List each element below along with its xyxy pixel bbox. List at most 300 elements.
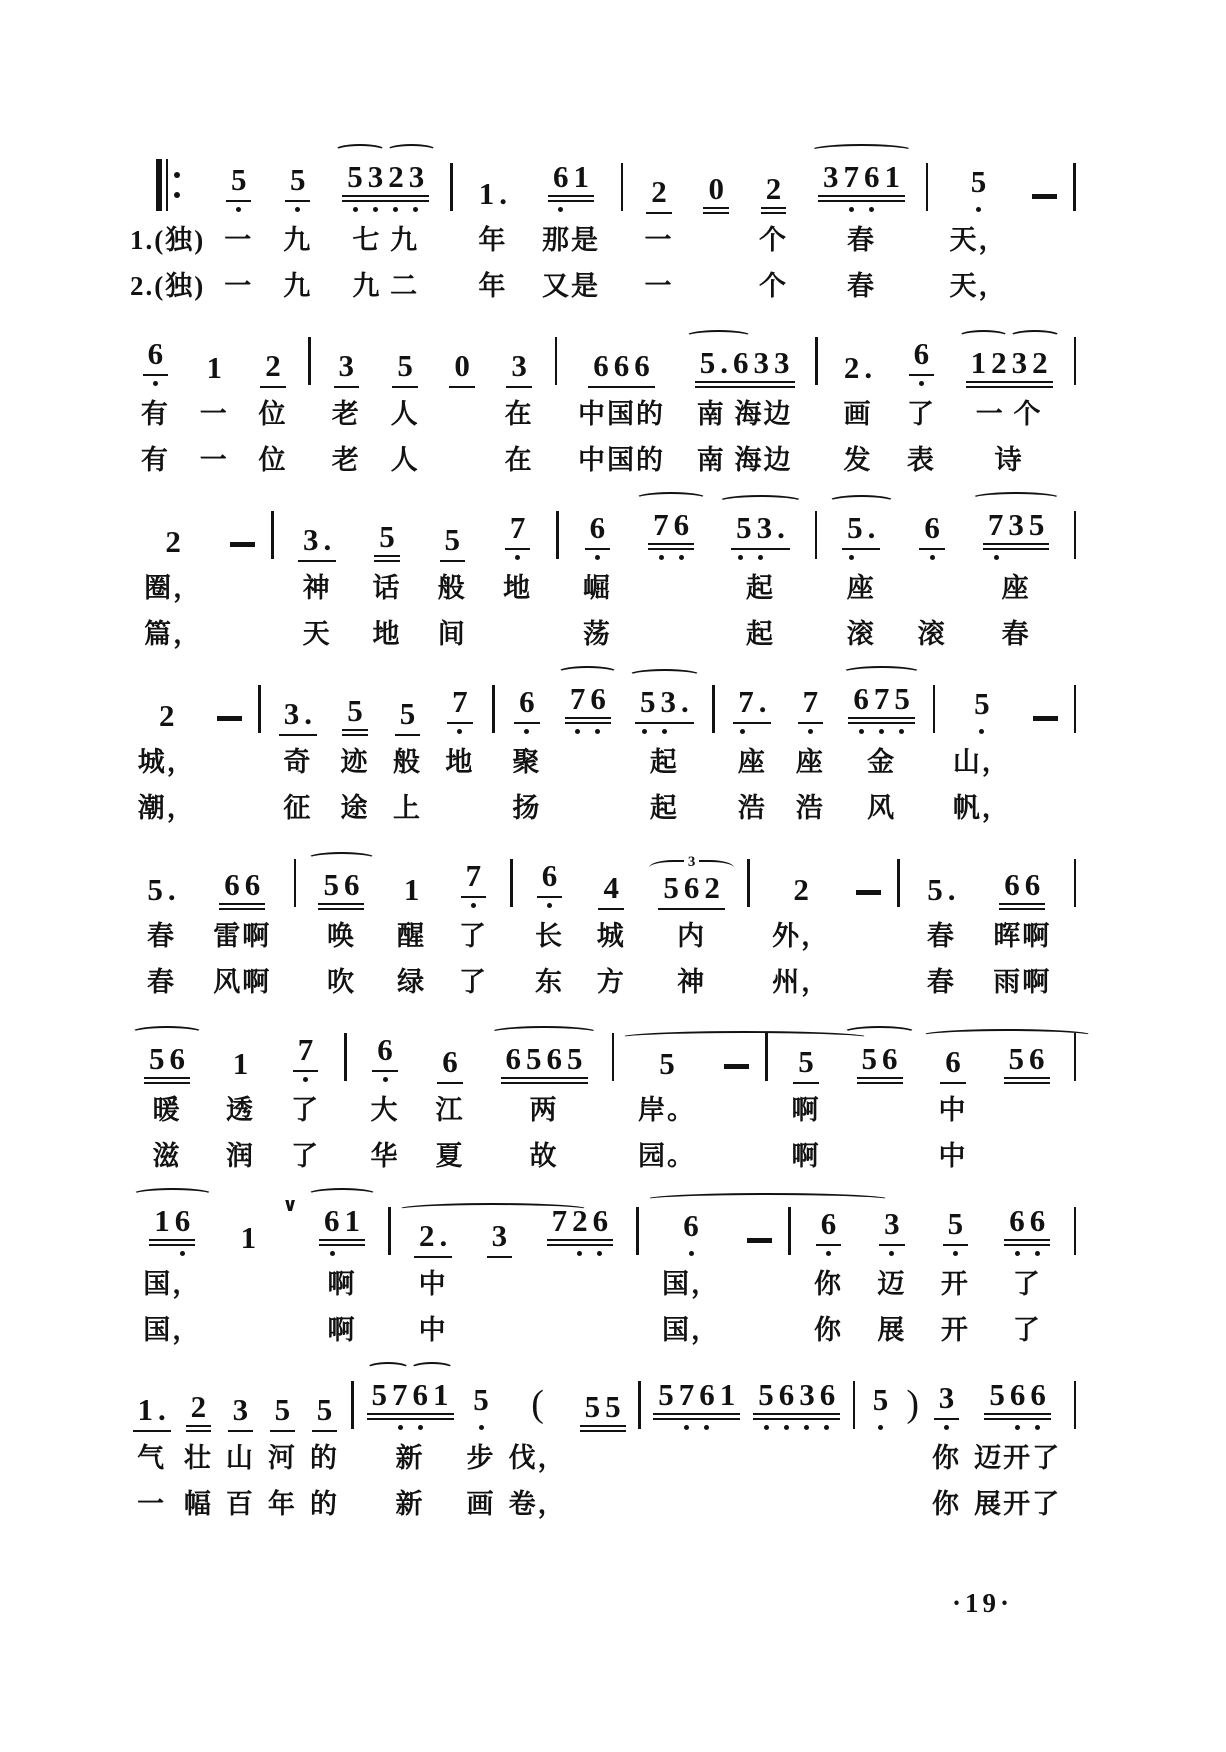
score-column (244, 310, 303, 480)
lyric-syllable: 扬 (512, 792, 542, 823)
note: 735 (983, 509, 1050, 550)
score-column (927, 658, 942, 828)
lyric-syllable: 聚 (512, 746, 542, 777)
duration-dash (217, 716, 242, 721)
note-cell (718, 1006, 755, 1084)
lyric-syllable: 风 (867, 792, 897, 823)
note-cell (1072, 832, 1079, 910)
note: 3 (487, 1220, 513, 1258)
note-cell (434, 310, 489, 388)
slur-arc (810, 144, 913, 157)
lyric-syllable: 岸。 (638, 1094, 696, 1125)
lyric-syllable: 国， (662, 1268, 721, 1299)
note: 3 (228, 1394, 254, 1432)
lyric-syllable: 了 (458, 966, 488, 997)
note: 56 (1004, 1043, 1050, 1084)
note-cell (485, 484, 550, 562)
score-column (892, 310, 951, 480)
note-cell (553, 310, 560, 388)
score-column (1068, 832, 1083, 1002)
note-cell (443, 832, 505, 910)
barline (636, 1207, 639, 1255)
slur-arc (334, 144, 385, 157)
lyric-syllable: 春 (926, 966, 956, 997)
score-column (303, 1354, 345, 1524)
note: 6565 (501, 1043, 588, 1084)
note-cell (459, 136, 527, 214)
lyric-syllable: 地 (372, 618, 402, 649)
slur-row (803, 144, 920, 159)
slur-arc (386, 144, 437, 157)
score-column (744, 136, 803, 306)
lyric-syllable: 有 (140, 398, 170, 429)
lyric-syllable: 风啊 (213, 966, 272, 997)
score-column (968, 1354, 1068, 1524)
barline (492, 685, 495, 733)
note-cell (1072, 1354, 1079, 1432)
lyric-syllable: 一 (199, 398, 229, 429)
slur-arc (645, 1193, 890, 1206)
slur-arc (971, 492, 1061, 505)
note: 2 (158, 698, 180, 734)
score-column (565, 484, 630, 654)
music-system (126, 1006, 1082, 1176)
lyric-syllable: 在 (504, 444, 534, 475)
lyric-syllable: 地 (503, 572, 533, 603)
note: 675 (848, 683, 915, 724)
lyric-syllable: 浩 (795, 792, 825, 823)
note-cell (710, 658, 717, 736)
note: 0 (703, 173, 729, 214)
score-column (839, 1006, 921, 1176)
note: 726 (547, 1205, 614, 1246)
note: 5 (473, 1382, 494, 1418)
music-system (126, 484, 1082, 654)
lyric-syllable: 九 (283, 270, 313, 301)
lyric-syllable: 一 个 (975, 398, 1043, 429)
score-column (381, 658, 433, 828)
lyric-syllable: 人 (390, 398, 420, 429)
low-octave-dots (375, 1075, 395, 1084)
lyric-syllable: 华 (370, 1140, 400, 1171)
note-cell (900, 1354, 926, 1432)
score-column (906, 832, 977, 1002)
score-column (338, 1006, 353, 1176)
note: 6 (143, 338, 169, 376)
lyric-syllable: 开 (940, 1314, 970, 1345)
lyric-syllable: 唤 (326, 920, 356, 951)
slur-row (837, 666, 927, 681)
duration-dash (1033, 716, 1058, 721)
note-cell (906, 832, 977, 910)
lyric-syllable: 内 (677, 920, 707, 951)
note-cell (851, 1354, 858, 1432)
note: 55 (580, 1391, 626, 1432)
score-column (1022, 136, 1067, 306)
note: 5 (270, 1394, 296, 1432)
note-cell (824, 310, 892, 388)
score-column (327, 136, 444, 306)
lyric-syllable: 江 (435, 1094, 465, 1125)
music-system (126, 1180, 1082, 1350)
note: 2 (793, 872, 814, 908)
note-cell (349, 1354, 356, 1432)
lyric-syllable: 中 (418, 1268, 448, 1299)
low-octave-dots (517, 727, 537, 736)
note: 5 (395, 698, 421, 736)
low-octave-dots (972, 727, 992, 736)
note: 5. (927, 872, 961, 908)
note-cell (469, 1180, 529, 1258)
score-column (460, 1354, 502, 1524)
score-column (397, 1180, 470, 1350)
note-cell (126, 310, 185, 388)
note: 2. (843, 350, 878, 386)
lyric-syllable: 暖 (152, 1094, 182, 1125)
lyric-syllable: 一 (644, 224, 674, 255)
score-column (353, 1006, 418, 1176)
note: 76 (648, 509, 694, 550)
score-column (921, 1006, 986, 1176)
low-octave-dots (732, 727, 772, 736)
lyric-syllable: 年 (267, 1488, 297, 1519)
note: 2. (414, 1220, 452, 1258)
note-cell (688, 136, 744, 214)
low-octave-dots (322, 1249, 362, 1258)
score-column (418, 1006, 483, 1176)
barline (815, 337, 818, 385)
lyric-syllable: 座 (737, 746, 767, 777)
slur-row (965, 492, 1068, 507)
slur-row (397, 1203, 470, 1218)
duration-dash (856, 890, 881, 895)
lyric-syllable: 座 (846, 572, 876, 603)
score-column (443, 832, 505, 1002)
note: 5 (659, 1046, 680, 1082)
score-column (502, 1354, 573, 1524)
note: 3 (879, 1208, 905, 1246)
score-column (265, 484, 280, 654)
note: 3761 (818, 161, 905, 202)
note-cell (784, 658, 836, 736)
score-column (861, 1354, 900, 1524)
score-column (741, 832, 756, 1002)
note-cell (126, 484, 220, 562)
note: 2 (761, 173, 787, 214)
low-octave-dots (968, 205, 988, 214)
slur-row (553, 666, 622, 681)
barline (1073, 163, 1076, 211)
note: 5636 (753, 1379, 840, 1420)
note: 5 (974, 686, 995, 722)
note-cell (244, 310, 303, 388)
lyric-syllable: 了 (291, 1140, 320, 1171)
score-column (553, 658, 622, 828)
lyric-syllable: 气 (137, 1442, 167, 1473)
score-column (483, 1006, 606, 1176)
note: 16 (149, 1205, 195, 1246)
note-cell (306, 310, 313, 388)
score-column (302, 310, 317, 480)
note-cell (619, 136, 626, 214)
slur-row (327, 144, 444, 159)
lyric-syllable: 征 (283, 792, 313, 823)
note-cell (360, 1354, 460, 1432)
score-column (126, 1180, 218, 1350)
note: 3 (334, 350, 360, 388)
note: 53. (635, 686, 694, 724)
note-cell (177, 1354, 219, 1432)
score-column (1068, 1354, 1083, 1524)
note: 2 (186, 1391, 212, 1432)
score-column (218, 1180, 278, 1350)
slur-row (302, 852, 381, 867)
note-cell (342, 1006, 349, 1084)
lyric-syllable: 诗 (994, 444, 1024, 475)
note-cell (926, 1354, 968, 1432)
note: 1 (240, 1220, 262, 1256)
score-column (837, 658, 927, 828)
lyric-syllable: 幅 (183, 1488, 213, 1519)
lyric-syllable: 了 (291, 1094, 320, 1125)
lyric-syllable: 九 二 (352, 270, 420, 301)
note: 61 (548, 161, 594, 202)
note-cell (273, 1006, 338, 1084)
note-cell (1072, 484, 1079, 562)
low-octave-dots (821, 205, 901, 214)
score-column (823, 484, 899, 654)
score-column (891, 832, 906, 1002)
note-cell (219, 1354, 261, 1432)
score-column (987, 1180, 1067, 1350)
score-column (920, 136, 935, 306)
note-cell (803, 136, 920, 214)
lyric-syllable: 中 (938, 1094, 968, 1125)
slur-row (483, 1026, 606, 1041)
score-column (688, 136, 744, 306)
note-cell (130, 136, 205, 214)
score-column (261, 1354, 303, 1524)
lyric-syllable: 在 (504, 398, 534, 429)
note-cell (483, 1006, 606, 1084)
low-octave-dots (296, 1075, 316, 1084)
slur-arc (628, 669, 701, 682)
note-cell (302, 1180, 382, 1258)
note: 5761 (653, 1379, 740, 1420)
note: 1 (206, 350, 227, 386)
score-column (278, 1180, 301, 1350)
lyric-syllable: 途 (340, 792, 370, 823)
note-cell (197, 832, 288, 910)
note: 66 (219, 869, 265, 910)
note-cell (924, 1180, 987, 1258)
lyric-syllable: 老 (331, 444, 361, 475)
note-cell (951, 310, 1068, 388)
note-cell (126, 1180, 218, 1258)
score-column (573, 1354, 632, 1524)
note-cell (629, 136, 688, 214)
score-column (900, 1354, 926, 1524)
lyric-syllable: 人 (390, 444, 420, 475)
score-column (632, 1354, 647, 1524)
score-column (280, 484, 355, 654)
slur-row (620, 1031, 714, 1046)
note-cell (329, 658, 381, 736)
slur-row (712, 495, 808, 510)
score-column (712, 484, 808, 654)
note-cell (892, 310, 951, 388)
note-cell (126, 832, 197, 910)
note-cell (965, 484, 1068, 562)
lyric-syllable: 话 (372, 572, 402, 603)
score-column (126, 1354, 177, 1524)
note-cell (282, 1180, 297, 1258)
barline (926, 163, 929, 211)
score-column (847, 1354, 862, 1524)
score-column (434, 658, 486, 828)
note-cell (126, 1006, 208, 1084)
slur-row (126, 1188, 218, 1203)
lyric-syllable: 般 (437, 572, 467, 603)
note-cell (837, 658, 927, 736)
score-column (501, 658, 553, 828)
lyric-syllable: 迈开了 (974, 1442, 1062, 1473)
note-cell (634, 1180, 641, 1258)
lyric-syllable: 春 (1001, 618, 1031, 649)
lyric-syllable: 篇， (144, 618, 203, 649)
score-column (846, 832, 891, 1002)
lyric-syllable: 了 (1012, 1268, 1042, 1299)
slur-row (360, 1362, 460, 1377)
low-octave-dots (551, 205, 591, 214)
note: 7 (293, 1034, 319, 1072)
lyric-syllable: 伐， (508, 1442, 567, 1473)
score-column (126, 310, 185, 480)
lyric-syllable: 中 (418, 1314, 448, 1345)
note: 3 (934, 1382, 960, 1420)
note: 56 (144, 1043, 190, 1084)
low-octave-dots (463, 901, 483, 910)
note: 5323 (342, 161, 429, 202)
note: 76 (565, 683, 611, 724)
low-octave-dots (508, 553, 528, 562)
note: 1232 (966, 347, 1053, 388)
note: 5 (312, 1394, 338, 1432)
note: 7. (733, 686, 771, 724)
score-column (317, 310, 376, 480)
score-column (941, 658, 1022, 828)
lyric-syllable: 故 (529, 1140, 559, 1171)
low-octave-dots (370, 1423, 450, 1432)
low-octave-dots (587, 553, 607, 562)
note: 6 (919, 512, 945, 550)
note-cell (553, 658, 622, 736)
note-cell (386, 1180, 393, 1258)
note-cell (376, 310, 435, 388)
lyric-syllable: 年 (478, 224, 508, 255)
note: 56 (857, 1043, 903, 1084)
score-column (220, 484, 265, 654)
note: 5 (342, 695, 368, 736)
note: 6 (537, 860, 563, 898)
note-cell (501, 658, 553, 736)
note-cell (747, 1354, 847, 1432)
note: 5 (285, 164, 311, 202)
score-column (360, 1354, 460, 1524)
lyric-syllable: 滚 (846, 618, 876, 649)
score-column (1067, 136, 1082, 306)
lyric-syllable: 一 (199, 444, 229, 475)
lyric-syllable: 雷啊 (213, 920, 272, 951)
lyric-syllable: 潮， (137, 792, 196, 823)
note-cell (986, 1006, 1068, 1084)
note-cell (850, 832, 887, 910)
lyric-syllable: 河 (267, 1442, 297, 1473)
low-octave-dots (568, 727, 608, 736)
score-column (623, 658, 706, 828)
lyric-syllable: 金 (867, 746, 897, 777)
lyric-syllable: 的 (309, 1442, 339, 1473)
lyric-syllable: 中国的 (577, 444, 665, 475)
note-cell (256, 658, 263, 736)
score-column (645, 1180, 737, 1350)
note: 1. (133, 1394, 171, 1432)
barline (308, 337, 311, 385)
lyric-syllable: 夏 (435, 1140, 465, 1171)
lyric-syllable: 春 (146, 966, 176, 997)
lyric-syllable: 表 (906, 444, 936, 475)
slur-arc (490, 1026, 598, 1039)
lyric-syllable: 般 (392, 746, 422, 777)
lyric-syllable: 位 (258, 444, 288, 475)
lyric-syllable: 起 (745, 618, 775, 649)
note-cell (721, 658, 784, 736)
note-cell (448, 136, 455, 214)
note-cell (895, 832, 902, 910)
score-column (1068, 484, 1083, 654)
lyric-syllable: 九 (283, 224, 313, 255)
slur-arc (307, 1188, 378, 1201)
lyric-syllable: 中 (938, 1140, 968, 1171)
note-cell (1072, 1180, 1079, 1258)
score-column (550, 484, 565, 654)
low-octave-dots (152, 1249, 192, 1258)
note-cell (745, 832, 752, 910)
note-cell (420, 484, 485, 562)
slur-row (951, 330, 1068, 345)
note-cell (756, 832, 847, 910)
lyric-syllable: 一 (137, 1488, 167, 1519)
score-column (924, 1180, 987, 1350)
barline (1074, 1207, 1077, 1255)
score-column (519, 832, 581, 1002)
lyric-syllable: 春 (846, 224, 876, 255)
score-column (803, 136, 920, 306)
low-octave-dots (471, 1423, 491, 1432)
note-cell (302, 832, 381, 910)
note-cell (554, 484, 561, 562)
note-cell (680, 310, 810, 388)
barline (556, 511, 559, 559)
lyric-syllable: 春 (146, 920, 176, 951)
barline (344, 1033, 347, 1081)
barline (788, 1207, 791, 1255)
note: 6 (437, 1046, 463, 1084)
lyric-syllable: 荡 (582, 618, 612, 649)
slur-row (921, 1029, 986, 1044)
note: 7 (447, 686, 473, 724)
low-octave-dots (986, 553, 1046, 562)
